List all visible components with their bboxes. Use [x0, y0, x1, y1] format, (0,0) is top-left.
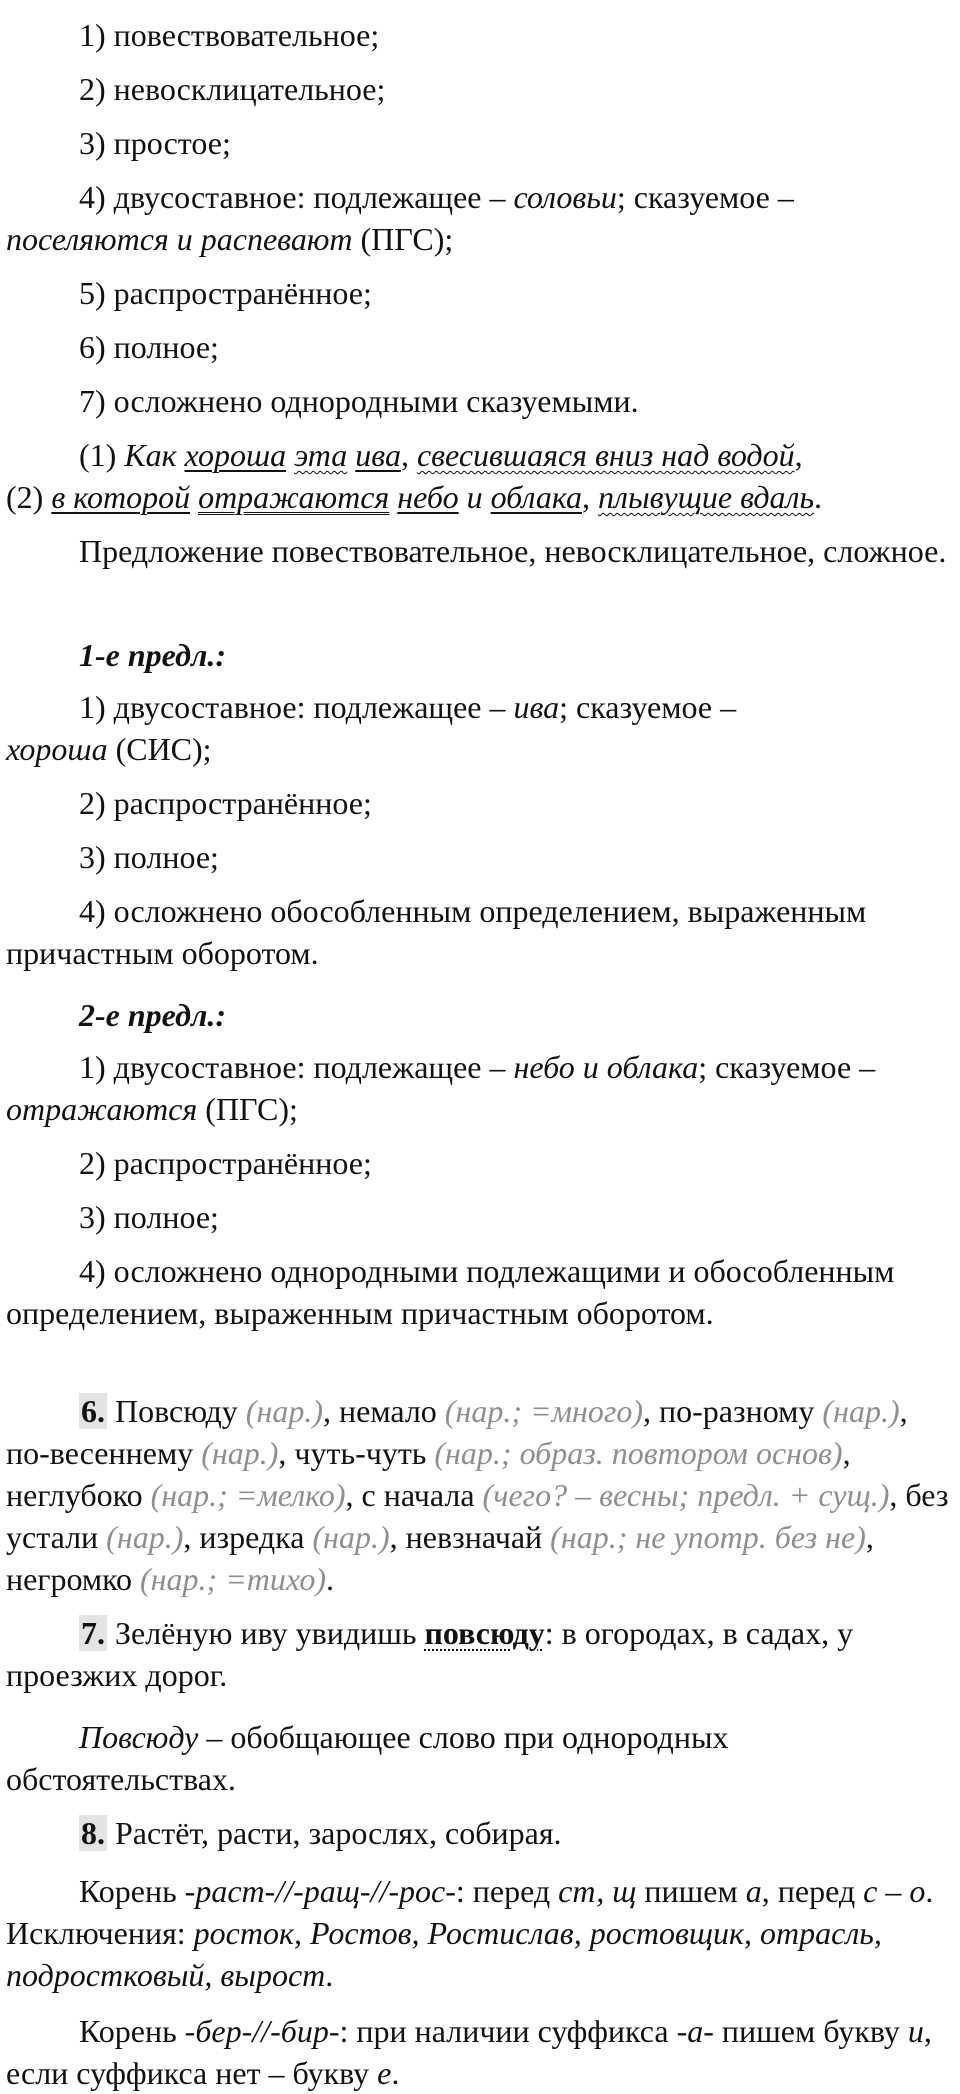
list-item: 3) простое;: [79, 125, 231, 161]
rule-paragraph: Корень -бер-//-бир-: при наличии суффикса -а- пишем букву и, если суффикса нет – букву е.: [6, 2013, 932, 2091]
section-heading: 1-е предл.:: [79, 637, 227, 673]
task-8: 8. Растёт, расти, зарослях, собирая.: [81, 1815, 562, 1851]
list-item: 2) распространённое;: [79, 1145, 372, 1181]
list-item: 1) двусоставное: подлежащее – небо и облака; сказуемое – отражаются (ПГС);: [6, 1049, 876, 1127]
list-item: 7) осложнено однородными сказуемыми.: [79, 383, 639, 419]
task-6: 6. Повсюду (нар.), немало (нар.; =много), по-разному (нар.), по-весеннему (нар.), чуть-чуть (нар.; образ. повтором основ), неглубоко (нар.; =мелко), с начала (чего? – весны; предл. + сущ.), без устали (нар.), изредка (нар.), невзначай (нар.; не употр. без не), негромко (нар.; =тихо).: [6, 1393, 949, 1597]
list-item: 3) полное;: [79, 1199, 219, 1235]
list-item: 1) двусоставное: подлежащее – ива; сказуемое – хороша (СИС);: [6, 689, 737, 767]
list-item: 5) распространённое;: [79, 275, 372, 311]
rule-paragraph: Корень -раст-//-ращ-//-рос-: перед ст, щ пишем а, перед с – о. Исключения: росток, Ростов, Ростислав, ростовщик, отрасль, подростковый, вырост.: [6, 1873, 934, 1993]
section-heading: 2-е предл.:: [79, 997, 227, 1033]
summary-text: Предложение повествовательное, невосклицательное, сложное.: [79, 533, 947, 569]
list-item: 6) полное;: [79, 329, 219, 365]
task-7-explanation: Повсюду – обобщающее слово при однородных обстоятельствах.: [6, 1719, 729, 1797]
list-item: 2) распространённое;: [79, 785, 372, 821]
task-number: 7.: [81, 1615, 105, 1651]
list-item: 1) повествовательное;: [79, 17, 380, 53]
task-7: 7. Зелёную иву увидишь повсюду: в огородах, в садах, у проезжих дорог.: [6, 1615, 854, 1693]
list-item: 4) осложнено обособленным определением, выраженным причастным оборотом.: [6, 893, 867, 971]
task-number: 8.: [81, 1815, 105, 1851]
list-item: 3) полное;: [79, 839, 219, 875]
list-item: 4) осложнено однородными подлежащими и обособленным определением, выраженным причастным оборотом.: [6, 1253, 895, 1331]
analyzed-sentence: (1) Как хороша эта ива, свесившаяся вниз над водой, (2) в которой отражаются небо и облака, плывущие вдаль.: [6, 437, 823, 515]
list-item: 4) двусоставное: подлежащее – соловьи; сказуемое – поселяются и распевают (ПГС);: [6, 179, 794, 257]
task-number: 6.: [81, 1393, 105, 1429]
list-item: 2) невосклицательное;: [79, 71, 386, 107]
